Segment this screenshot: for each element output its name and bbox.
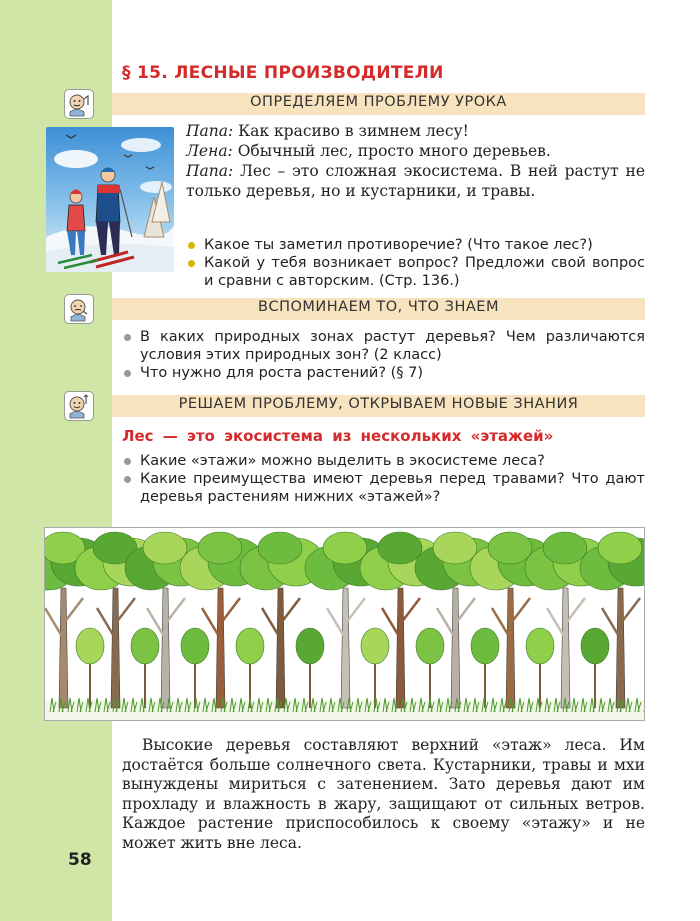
- band-recall: [112, 298, 645, 320]
- list-item: [186, 254, 645, 290]
- dialog-line-1: [186, 121, 645, 141]
- forest-svg: [45, 528, 645, 721]
- bullet-icon: [188, 242, 195, 249]
- thinking-child-icon: [64, 89, 94, 119]
- bullet-icon: [124, 334, 131, 341]
- dialog-text-1: Как красиво в зимнем лесу!: [233, 122, 469, 140]
- dialog-line-3: [186, 161, 645, 201]
- section-title: § 15. ЛЕСНЫЕ ПРОИЗВОДИТЕЛИ: [122, 63, 444, 83]
- bullet-icon: [188, 260, 195, 267]
- bullet-icon: [124, 458, 131, 465]
- list-item: [186, 236, 645, 254]
- define-questions-list: [186, 236, 645, 290]
- band-solve: [112, 395, 645, 417]
- forest-layers-illustration: [44, 527, 645, 721]
- bullet-icon: [124, 476, 131, 483]
- question-text: Какие преимущества имеют деревья перед травами? Что дают деревья растениям нижних «этажей»?: [140, 471, 645, 505]
- skiing-family-illustration: [46, 127, 174, 272]
- question-text: Какой у тебя возникает вопрос? Предложи свой вопрос и сравни с авторским. (Стр. 136.): [204, 255, 645, 289]
- dialog-text-2: Обычный лес, просто много деревьев.: [232, 142, 551, 160]
- question-text: В каких природных зонах растут деревья? Чем различаются условия этих природных зон? (2 класс): [140, 329, 645, 363]
- body-paragraph: Высокие деревья составляют верхний «этаж» леса. Им достаётся больше солнечного света. Кустарники, травы и мхи вынуждены мириться с затенением. Зато деревья дают им прохладу и влажность в жару, защищают от сильных ветров. Каждое растение приспособилось к своему «этажу» и не может жить вне леса.: [122, 736, 645, 852]
- band-define-label: ОПРЕДЕЛЯЕМ ПРОБЛЕМУ УРОКА: [250, 94, 507, 110]
- dialog-speaker-2: Лена:: [186, 142, 233, 160]
- dialog-speaker-1: Папа:: [186, 122, 234, 140]
- bullet-icon: [124, 370, 131, 377]
- dialog-line-2: [186, 141, 645, 161]
- subsection-title: Лес — это экосистема из нескольких «этажей»: [122, 427, 554, 445]
- remembering-child-icon: [64, 294, 94, 324]
- list-item: [122, 328, 645, 364]
- page-number: 58: [68, 850, 92, 870]
- dialog-speaker-3: Папа:: [186, 162, 234, 180]
- band-define-problem: [112, 93, 645, 115]
- band-solve-label: РЕШАЕМ ПРОБЛЕМУ, ОТКРЫВАЕМ НОВЫЕ ЗНАНИЯ: [178, 396, 579, 412]
- list-item: [122, 364, 645, 382]
- solve-questions-list: [122, 452, 645, 506]
- recall-questions-list: [122, 328, 645, 382]
- question-text: Какое ты заметил противоречие? (Что такое лес?): [204, 237, 593, 253]
- list-item: [122, 452, 645, 470]
- question-text: Что нужно для роста растений? (§ 7): [140, 365, 424, 381]
- idea-child-icon: [64, 391, 94, 421]
- question-text: Какие «этажи» можно выделить в экосистеме леса?: [140, 453, 545, 469]
- band-recall-label: ВСПОМИНАЕМ ТО, ЧТО ЗНАЕМ: [258, 299, 499, 315]
- dialog-text-3: Лес – это сложная экосистема. В ней растут не только деревья, но и кустарники, и травы.: [186, 162, 645, 200]
- dialog-block: [186, 121, 645, 201]
- list-item: [122, 470, 645, 506]
